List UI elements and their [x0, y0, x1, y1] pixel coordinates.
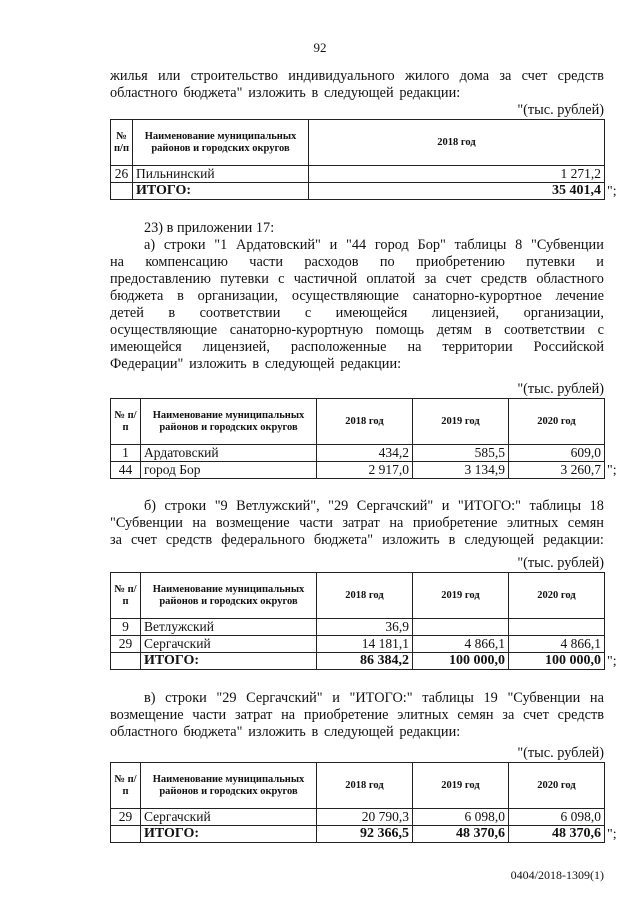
text-line: [110, 339, 604, 356]
word: с: [304, 305, 312, 321]
word: на: [110, 254, 124, 270]
cell-total-2018: 92 366,5: [317, 826, 413, 843]
document-code: 0404/2018-1309(1): [510, 868, 604, 882]
word: в: [448, 532, 456, 548]
word: следующей: [264, 356, 335, 372]
cell-2018: 14 181,1: [317, 636, 413, 653]
cell-num: 29: [111, 809, 141, 826]
cell-total-2020: 100 000,0: [509, 653, 605, 670]
word: соответствии: [199, 305, 281, 321]
word: территории: [442, 339, 513, 355]
unit-label: "(тыс. рублей): [517, 555, 604, 571]
word: имеющейся: [335, 305, 408, 321]
closing-quote: ";: [607, 463, 617, 478]
word: средств: [557, 707, 604, 723]
cell-name: Ветлужский: [141, 619, 317, 636]
cell-2019: 4 866,1: [413, 636, 509, 653]
word: Российской: [533, 339, 604, 355]
cell-name: Ардатовский: [141, 445, 317, 462]
word: лечение: [555, 288, 604, 304]
word: соответствии: [504, 322, 585, 338]
table-3: [110, 572, 605, 670]
word: строительство: [190, 68, 279, 84]
word: счет: [523, 707, 549, 723]
word: Федерации": [110, 356, 184, 372]
word: таблицы: [529, 498, 582, 514]
table-1: [110, 119, 605, 200]
word: изложить: [248, 85, 306, 101]
cell-2018: 1 271,2: [309, 166, 605, 183]
word: строки: [163, 237, 206, 253]
cell-total-2019: 48 370,6: [413, 826, 509, 843]
word: "1: [214, 237, 228, 253]
word: счет: [131, 532, 157, 548]
word: "Субвенции: [110, 515, 183, 531]
header-name: Наименование муниципальных районов и городских округов: [141, 573, 317, 619]
word: и: [329, 237, 338, 253]
word: и: [441, 498, 450, 514]
header-2018: 2018 год: [317, 763, 413, 809]
cell-2019: 6 098,0: [413, 809, 509, 826]
word: "ИТОГО:": [349, 690, 413, 706]
word: таблицы: [454, 237, 507, 253]
word: 19: [483, 690, 498, 706]
cell-total-label: ИТОГО:: [133, 183, 309, 200]
word: осуществляющие: [110, 322, 218, 338]
header-name: Наименование муниципальных районов и городских округов: [141, 399, 317, 445]
cell-2019: [413, 619, 509, 636]
section-a-paragraph: [110, 237, 604, 373]
word: таблицы: [422, 690, 474, 706]
closing-quote: ";: [607, 827, 617, 842]
word: части: [249, 254, 284, 270]
word: Бор": [417, 237, 446, 253]
closing-quote: ";: [607, 654, 617, 669]
word: "Субвенции: [507, 690, 581, 706]
text-line: [110, 85, 604, 102]
cell-2018: 2 917,0: [317, 462, 413, 479]
word: б): [144, 498, 157, 514]
word: Ардатовский": [236, 237, 321, 253]
word: счет: [445, 271, 472, 287]
word: организации,: [523, 305, 604, 321]
word: детям: [436, 322, 473, 338]
table-row: [111, 636, 605, 653]
cell-2020: 609,0: [509, 445, 605, 462]
text-line: [110, 68, 604, 85]
word: 18: [589, 498, 604, 514]
word: в: [177, 288, 184, 304]
text-line: [110, 288, 604, 305]
table-row-total: [111, 653, 605, 670]
cell-2019: 585,5: [413, 445, 509, 462]
word: "Субвенции: [530, 237, 604, 253]
table-row: [111, 809, 605, 826]
word: в: [168, 305, 176, 321]
word: Сергачский": [246, 690, 323, 706]
header-2020: 2020 год: [509, 399, 605, 445]
word: с: [597, 322, 604, 338]
word: бюджета: [110, 288, 164, 304]
word: в: [252, 356, 260, 372]
word: "ИТОГО:": [457, 498, 521, 514]
word: средств: [165, 532, 213, 548]
word: части: [299, 515, 333, 531]
word: изложить: [189, 356, 247, 372]
word: следующей: [464, 532, 535, 548]
header-num: № п/п: [111, 120, 133, 166]
section-heading: 23) в приложении 17:: [144, 220, 275, 236]
word: редакции:: [399, 85, 461, 101]
cell-2020: [509, 619, 605, 636]
word: предоставлению: [110, 271, 211, 287]
header-name: Наименование муниципальных районов и городских округов: [141, 763, 317, 809]
text-line: [110, 254, 604, 271]
header-2020: 2020 год: [509, 573, 605, 619]
word: на: [389, 515, 404, 531]
word: части: [192, 707, 227, 723]
cell-num: 26: [111, 166, 133, 183]
cell-total-label: ИТОГО:: [141, 826, 317, 843]
word: приобретение: [412, 515, 498, 531]
word: средств: [480, 271, 528, 287]
cell-total-2018: 86 384,2: [317, 653, 413, 670]
table-2: [110, 398, 605, 479]
word: строки: [164, 498, 207, 514]
word: в: [311, 724, 319, 740]
word: элитных: [506, 515, 559, 531]
word: элитных: [397, 707, 449, 723]
word: и: [332, 690, 340, 706]
text-line: [110, 305, 604, 322]
word: Сергачский": [356, 498, 434, 514]
text-line: [110, 322, 604, 339]
header-2018: 2018 год: [317, 573, 413, 619]
table-row: [111, 619, 605, 636]
word: семян: [567, 515, 604, 531]
cell-num: 29: [111, 636, 141, 653]
word: редакции:: [399, 724, 461, 740]
unit-label: "(тыс. рублей): [517, 102, 604, 118]
table-4: [110, 762, 605, 843]
cell-name: город Бор: [141, 462, 317, 479]
word: санаторно-курортную: [229, 322, 364, 338]
closing-quote: ";: [607, 184, 617, 199]
text-line: [110, 707, 604, 724]
word: на: [589, 690, 604, 706]
word: путевки: [526, 254, 575, 270]
text-line: [110, 356, 604, 373]
word: возмещение: [110, 707, 184, 723]
word: изложить: [382, 532, 440, 548]
word: "44: [346, 237, 367, 253]
word: путевки: [220, 271, 269, 287]
word: бюджета": [183, 85, 243, 101]
word: компенсацию: [145, 254, 228, 270]
word: средств: [557, 68, 604, 84]
word: федерального: [221, 532, 305, 548]
word: жилого: [404, 68, 450, 84]
section-v-paragraph: [110, 690, 604, 741]
unit-label: "(тыс. рублей): [517, 381, 604, 397]
word: следующей: [323, 724, 394, 740]
header-num: № п/п: [111, 573, 141, 619]
word: по: [379, 254, 395, 270]
word: редакции:: [543, 532, 604, 548]
cell-total-label: ИТОГО:: [141, 653, 317, 670]
header-2019: 2019 год: [413, 399, 509, 445]
word: Ветлужский",: [236, 498, 320, 514]
cell-total-2020: 48 370,6: [509, 826, 605, 843]
word: или: [158, 68, 181, 84]
word: изложить: [248, 724, 306, 740]
word: за: [502, 707, 515, 723]
word: бюджета": [183, 724, 243, 740]
text-line: [110, 690, 604, 707]
word: редакции:: [340, 356, 402, 372]
word: "9: [214, 498, 228, 514]
word: областного: [536, 271, 604, 287]
cell-name: Сергачский: [141, 636, 317, 653]
text-line: [110, 532, 604, 549]
word: и: [596, 254, 604, 270]
word: детей: [110, 305, 144, 321]
word: организации,: [197, 288, 279, 304]
word: жилья: [110, 68, 148, 84]
word: расходов: [304, 254, 359, 270]
word: расположенные: [290, 339, 387, 355]
cell-2018: 36,9: [317, 619, 413, 636]
cell-name: Сергачский: [141, 809, 317, 826]
header-2018: 2018 год: [309, 120, 605, 166]
table-row: [111, 445, 605, 462]
cell-2020: 6 098,0: [509, 809, 605, 826]
word: имеющейся: [110, 339, 182, 355]
table-row: [111, 166, 605, 183]
header-num: № п/п: [111, 763, 141, 809]
intro-paragraph: [110, 68, 604, 102]
text-line: [110, 515, 604, 532]
section-b-paragraph: [110, 498, 604, 549]
word: частичной: [293, 271, 358, 287]
cell-2018: 434,2: [317, 445, 413, 462]
word: следующей: [323, 85, 394, 101]
word: помощь: [375, 322, 425, 338]
word: индивидуального: [288, 68, 395, 84]
cell-total-2019: 100 000,0: [413, 653, 509, 670]
word: счет: [521, 68, 548, 84]
word: областного: [110, 724, 178, 740]
word: семян: [457, 707, 494, 723]
header-2018: 2018 год: [317, 399, 413, 445]
header-num: № п/п: [111, 399, 141, 445]
text-line: [110, 271, 604, 288]
word: в): [144, 690, 156, 706]
word: затрат: [342, 515, 380, 531]
text-line: [110, 498, 604, 515]
word: лицензией,: [431, 305, 500, 321]
word: "29: [328, 498, 349, 514]
word: приобретению: [415, 254, 505, 270]
cell-total-2018: 35 401,4: [309, 183, 605, 200]
cell-2020: 4 866,1: [509, 636, 605, 653]
table-row-total: [111, 183, 605, 200]
word: 8: [515, 237, 523, 253]
word: с: [278, 271, 285, 287]
word: лицензией,: [202, 339, 270, 355]
table-row-total: [111, 826, 605, 843]
cell-2019: 3 134,9: [413, 462, 509, 479]
word: город: [374, 237, 409, 253]
word: на: [407, 339, 422, 355]
text-line: [110, 724, 604, 741]
table-row: [111, 462, 605, 479]
word: строки: [165, 690, 207, 706]
word: в: [484, 322, 492, 338]
header-2019: 2019 год: [413, 573, 509, 619]
word: за: [424, 271, 437, 287]
word: а): [144, 237, 156, 253]
cell-2020: 3 260,7: [509, 462, 605, 479]
header-name: Наименование муниципальных районов и городских округов: [133, 120, 309, 166]
cell-num: 9: [111, 619, 141, 636]
cell-num: 44: [111, 462, 141, 479]
cell-name: Пильнинский: [133, 166, 309, 183]
word: на: [281, 707, 296, 723]
text-line: [110, 237, 604, 254]
word: бюджета": [313, 532, 374, 548]
word: в: [311, 85, 319, 101]
word: возмещение: [215, 515, 290, 531]
header-2020: 2020 год: [509, 763, 605, 809]
word: "29: [216, 690, 237, 706]
word: за: [499, 68, 512, 84]
word: дома: [459, 68, 490, 84]
word: санаторно-курортное: [412, 288, 542, 304]
word: за: [110, 532, 122, 548]
unit-label: "(тыс. рублей): [517, 745, 604, 761]
word: на: [192, 515, 207, 531]
cell-num: 1: [111, 445, 141, 462]
cell-2018: 20 790,3: [317, 809, 413, 826]
word: областного: [110, 85, 178, 101]
word: оплатой: [366, 271, 416, 287]
header-2019: 2019 год: [413, 763, 509, 809]
word: осуществляющие: [291, 288, 399, 304]
word: приобретение: [303, 707, 389, 723]
word: затрат: [234, 707, 273, 723]
page-number: 92: [313, 40, 327, 55]
